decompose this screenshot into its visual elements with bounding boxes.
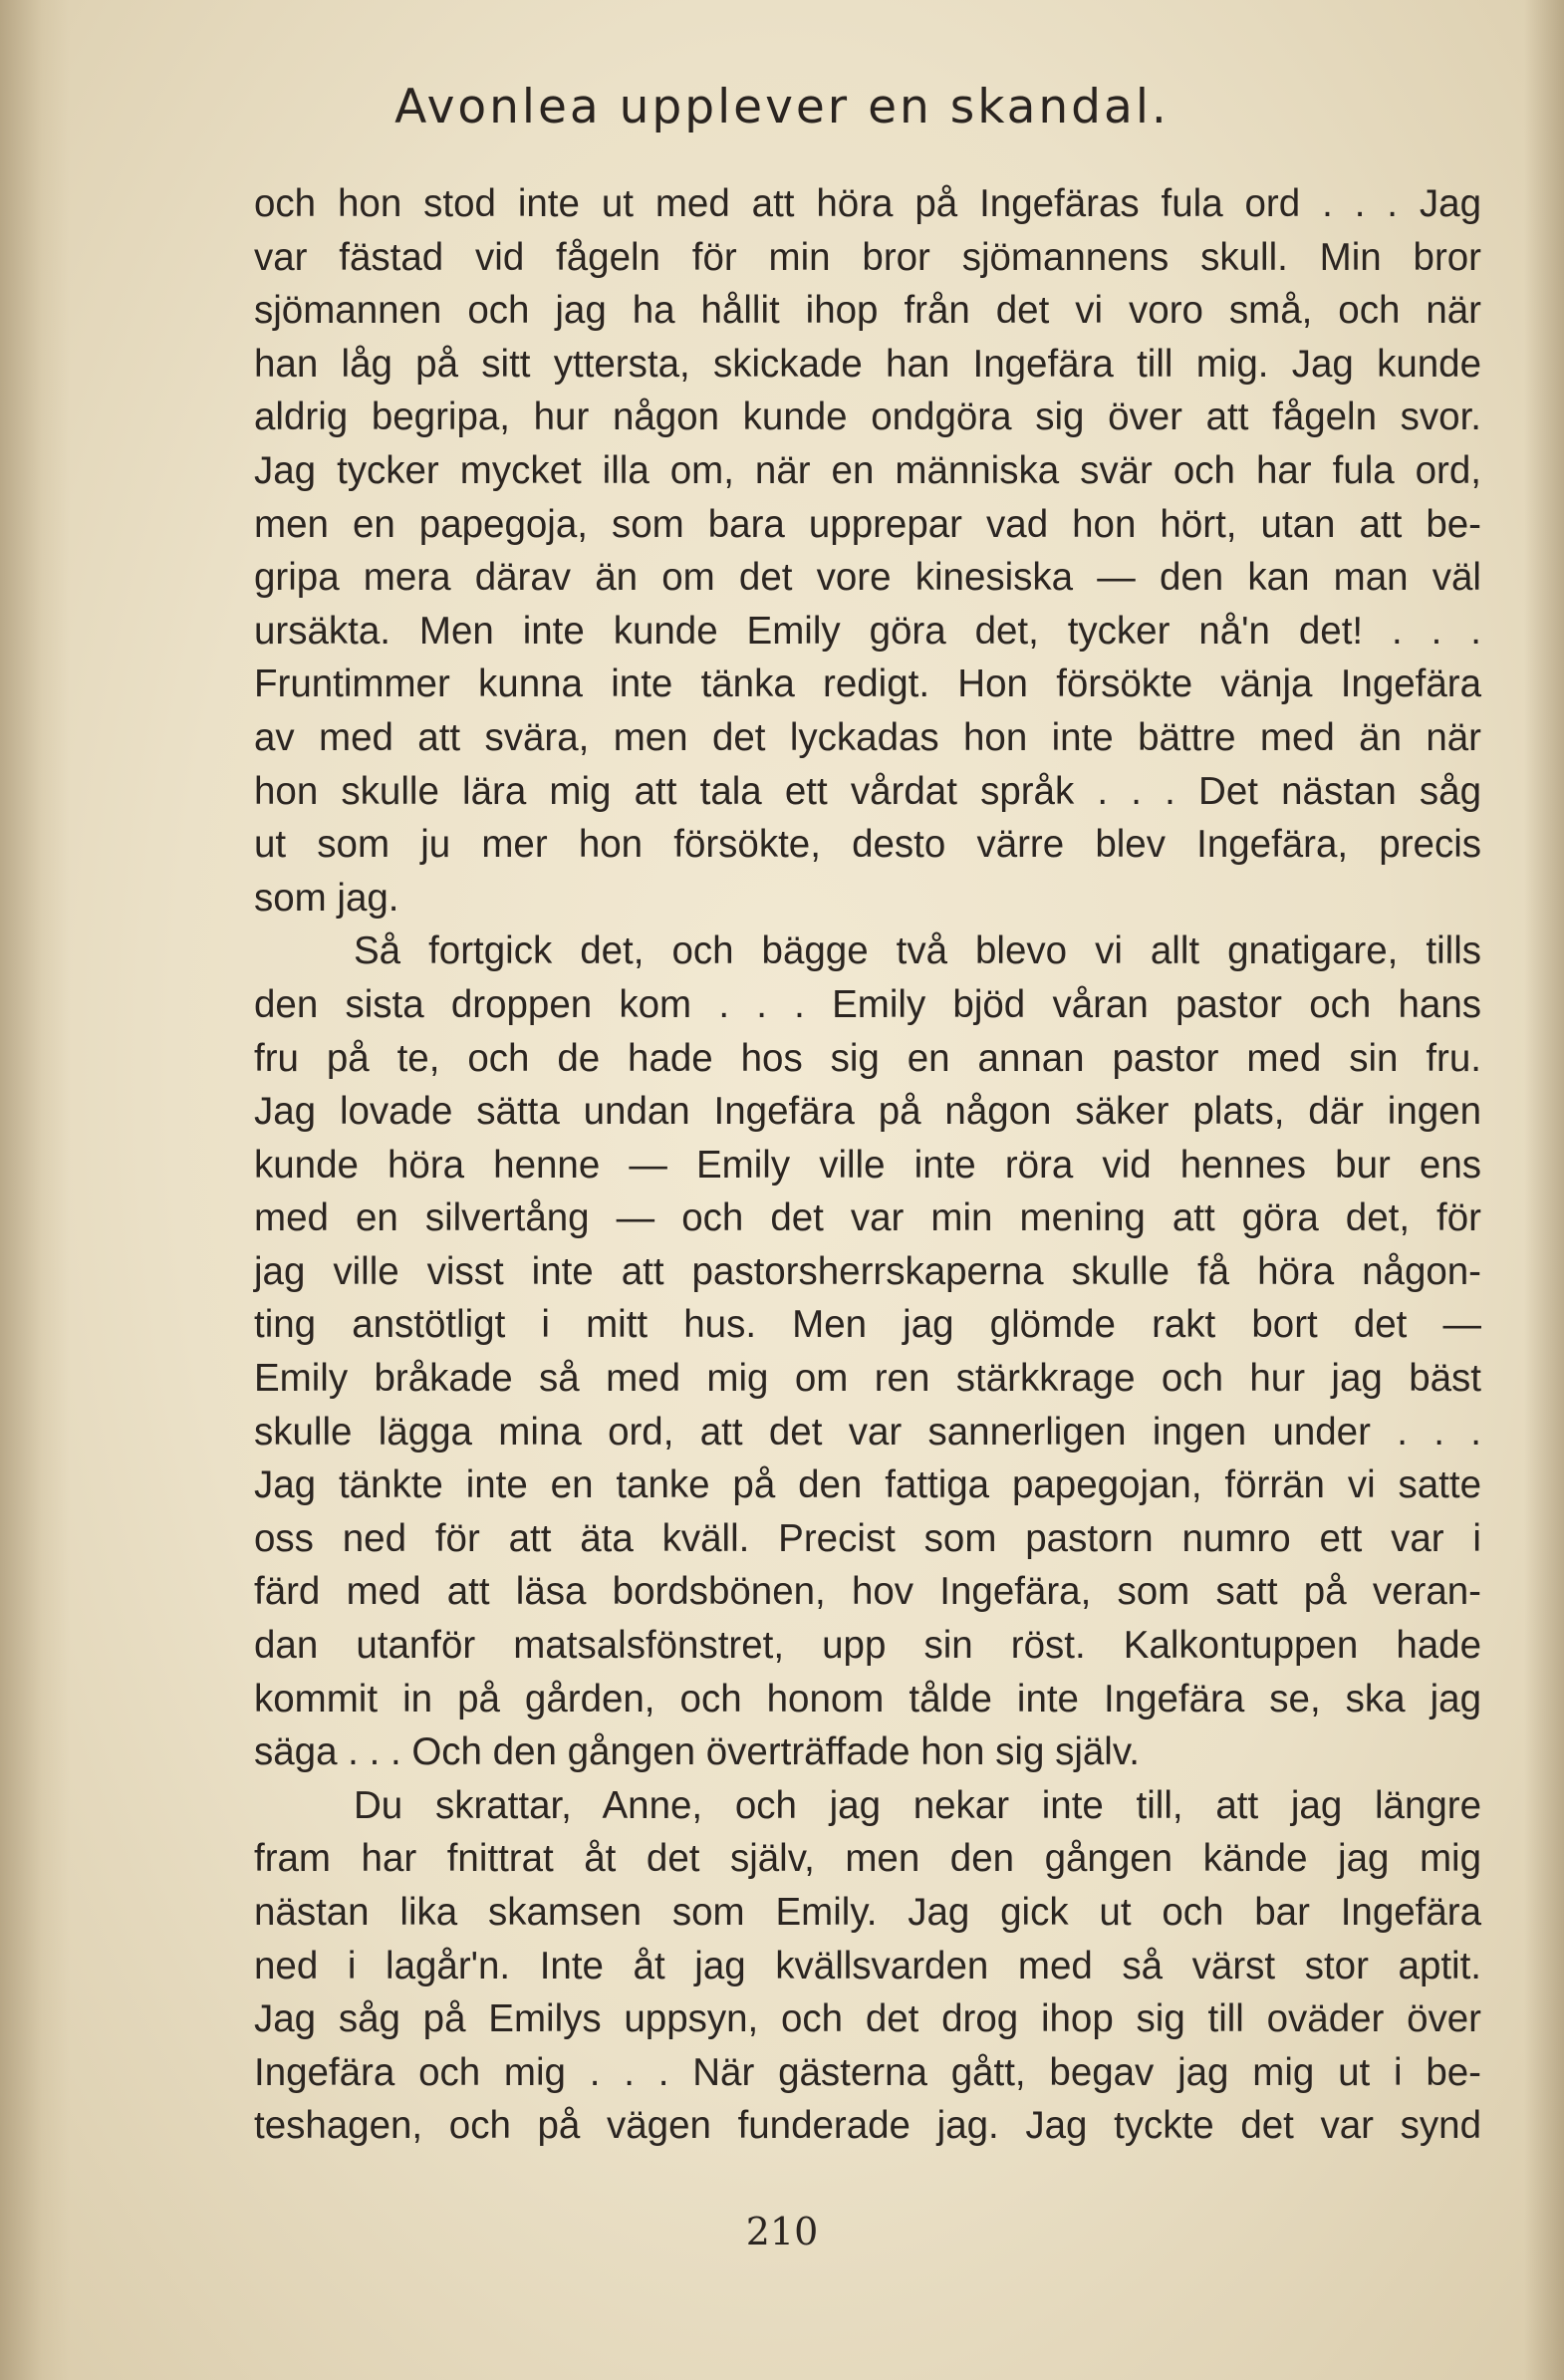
- text-line: teshagen, och på vägen funderade jag. Jag tyckte det var synd: [254, 2104, 1481, 2148]
- text-line: Du skrattar, Anne, och jag nekar inte till, att jag längre: [354, 1783, 1481, 1827]
- text-line: av med att svära, men det lyckadas hon inte bättre med än när: [254, 715, 1481, 759]
- text-line: gripa mera därav än om det vore kinesiska — den kan man väl: [254, 556, 1481, 600]
- text-line: Så fortgick det, och bägge två blevo vi allt gnatigare, tills: [354, 929, 1481, 973]
- page-number: 210: [745, 2210, 819, 2253]
- text-line: jag ville visst inte att pastorsherrskaperna skulle få höra någon-: [254, 1249, 1481, 1293]
- text-line: färd med att läsa bordsbönen, hov Ingefära, som satt på veran-: [254, 1570, 1481, 1614]
- text-line: Jag tänkte inte en tanke på den fattiga papegojan, förrän vi satte: [254, 1463, 1481, 1507]
- text-line: dan utanför matsalsfönstret, upp sin röst. Kalkontuppen hade: [254, 1624, 1481, 1668]
- text-line: oss ned för att äta kväll. Precist som pastorn numro ett var i: [254, 1516, 1481, 1560]
- text-line: ned i lagår'n. Inte åt jag kvällsvarden med så värst stor aptit.: [254, 1944, 1481, 1987]
- text-line: Jag lovade sätta undan Ingefära på någon säker plats, där ingen: [254, 1090, 1481, 1134]
- text-line: som jag.: [254, 876, 399, 920]
- text-line: Jag tycker mycket illa om, när en människa svär och har fula ord,: [254, 448, 1481, 492]
- text-line: var fästad vid fågeln för min bror sjömannens skull. Min bror: [254, 235, 1481, 279]
- text-line: aldrig begripa, hur någon kunde ondgöra sig över att fågeln svor.: [254, 396, 1481, 439]
- text-line: skulle lägga mina ord, att det var sannerligen ingen under . . .: [254, 1410, 1481, 1454]
- text-line: Ingefära och mig . . . När gästerna gått, begav jag mig ut i be-: [254, 2050, 1481, 2094]
- text-line: ting anstötligt i mitt hus. Men jag glömde rakt bort det —: [254, 1303, 1481, 1347]
- text-line: sjömannen och jag ha hållit ihop från det vi voro små, och när: [254, 289, 1481, 333]
- text-line: och hon stod inte ut med att höra på Ingefäras fula ord . . . Jag: [254, 182, 1481, 225]
- text-line: fru på te, och de hade hos sig en annan pastor med sin fru.: [254, 1036, 1481, 1080]
- body-text: [254, 177, 1481, 2153]
- text-line: ut som ju mer hon försökte, desto värre blev Ingefära, precis: [254, 823, 1481, 867]
- text-line: Fruntimmer kunna inte tänka redigt. Hon försökte vänja Ingefära: [254, 662, 1481, 706]
- text-line: fram har fnittrat åt det själv, men den gången kände jag mig: [254, 1837, 1481, 1881]
- text-line: med en silvertång — och det var min mening att göra det, för: [254, 1196, 1481, 1240]
- text-line: han låg på sitt yttersta, skickade han Ingefära till mig. Jag kunde: [254, 342, 1481, 386]
- text-line: Emily bråkade så med mig om ren stärkkrage och hur jag bäst: [254, 1357, 1481, 1401]
- text-line: säga . . . Och den gången överträffade hon sig själv.: [254, 1730, 1140, 1774]
- running-header: Avonlea upplever en skandal.: [394, 80, 1170, 134]
- text-line: nästan lika skamsen som Emily. Jag gick ut och bar Ingefära: [254, 1891, 1481, 1934]
- text-line: den sista droppen kom . . . Emily bjöd våran pastor och hans: [254, 982, 1481, 1026]
- text-line: kunde höra henne — Emily ville inte röra vid hennes bur ens: [254, 1143, 1481, 1187]
- text-line: kommit in på gården, och honom tålde inte Ingefära se, ska jag: [254, 1677, 1481, 1720]
- text-line: Jag såg på Emilys uppsyn, och det drog ihop sig till oväder över: [254, 1997, 1481, 2041]
- text-line: hon skulle lära mig att tala ett vårdat språk . . . Det nästan såg: [254, 769, 1481, 813]
- text-line: ursäkta. Men inte kunde Emily göra det, tycker nå'n det! . . .: [254, 609, 1481, 653]
- text-line: men en papegoja, som bara upprepar vad hon hört, utan att be-: [254, 502, 1481, 546]
